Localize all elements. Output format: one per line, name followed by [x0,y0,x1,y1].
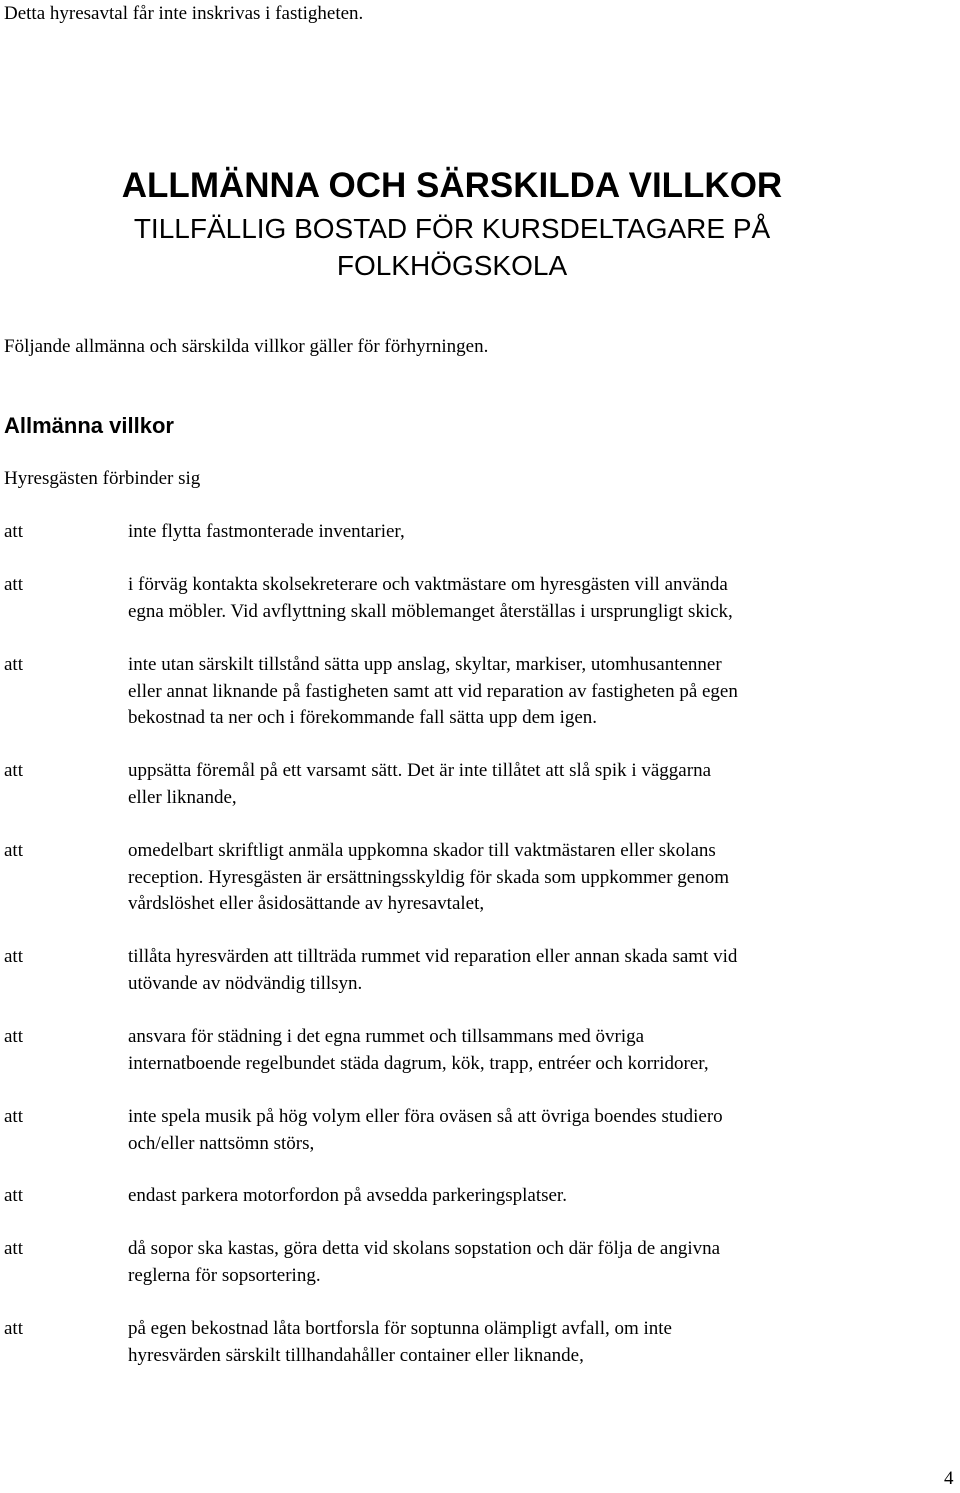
clause-line: på egen bekostnad låta bortforsla för soptunna olämpligt avfall, om inte [128,1318,672,1339]
page-number: 4 [944,1468,954,1489]
clause-line: egna möbler. Vid avflyttning skall möblemanget återställas i ursprungligt skick, [128,600,733,622]
clause-line: i förväg kontakta skolsekreterare och vaktmästare om hyresgästen vill använda [128,574,728,595]
clause-text [128,1316,888,1369]
document-subtitle [0,210,904,284]
clause-text [128,1024,888,1077]
clause-line: hyresvärden särskilt tillhandahåller container eller liknande, [128,1344,584,1366]
clause-line: utövande av nödvändig tillsyn. [128,972,363,994]
clause-line: omedelbart skriftligt anmäla uppkomna skador till vaktmästaren eller skolans [128,840,716,861]
document-title: ALLMÄNNA OCH SÄRSKILDA VILLKOR [121,166,783,205]
clause-marker: att [4,1026,23,1047]
clause-line: inte spela musik på hög volym eller föra oväsen så att övriga boendes studiero [128,1106,723,1127]
clause-text [128,838,888,918]
header-note: Detta hyresavtal får inte inskrivas i fastigheten. [4,3,364,24]
clause-line: reglerna för sopsortering. [128,1264,321,1286]
clause-text [128,944,888,997]
clause-text [128,758,888,811]
clause-line: ansvara för städning i det egna rummet och tillsammans med övriga [128,1026,645,1047]
clause-line: reception. Hyresgästen är ersättningsskyldig för skada som uppkommer genom [128,866,729,888]
clause-line: då sopor ska kastas, göra detta vid skolans sopstation och där följa de angivna [128,1238,721,1259]
subtitle-line-2: FOLKHÖGSKOLA [336,250,568,281]
clause-marker: att [4,1318,23,1339]
clause-line: internatboende regelbundet städa dagrum, kök, trapp, entréer och korridorer, [128,1052,709,1074]
clause-text [128,1183,888,1210]
clause-text [128,572,888,625]
intro-paragraph: Följande allmänna och särskilda villkor gäller för förhyrningen. [4,336,489,357]
lead-sentence: Hyresgästen förbinder sig [4,468,201,489]
clause-marker: att [4,654,23,675]
clause-line: bekostnad ta ner och i förekommande fall sätta upp dem igen. [128,707,598,728]
clause-marker: att [4,1238,23,1259]
clause-line: uppsätta föremål på ett varsamt sätt. Det är inte tillåtet att slå spik i väggarna [128,760,711,781]
clause-line: och/eller nattsömn störs, [128,1132,315,1154]
clause-line: eller liknande, [128,786,237,808]
clause-line: endast parkera motorfordon på avsedda parkeringsplatser. [128,1185,567,1206]
clause-line: tillåta hyresvärden att tillträda rummet vid reparation eller annan skada samt vid [128,946,738,967]
section-heading: Allmänna villkor [4,413,174,438]
clause-line: inte flytta fastmonterade inventarier, [128,521,405,542]
subtitle-line-1: TILLFÄLLIG BOSTAD FÖR KURSDELTAGARE PÅ [133,213,771,244]
clause-marker: att [4,1106,23,1127]
clause-line: vårdslöshet eller åsidosättande av hyresavtalet, [128,893,485,914]
clause-line: eller annat liknande på fastigheten samt att vid reparation av fastigheten på egen [128,680,738,702]
clause-text [128,1104,888,1157]
clause-marker: att [4,946,23,967]
clause-marker: att [4,521,23,542]
clause-text [128,652,888,732]
clause-marker: att [4,1185,23,1206]
clause-marker: att [4,840,23,861]
clause-marker: att [4,574,23,595]
clause-marker: att [4,760,23,781]
clause-text [128,519,888,546]
clause-line: inte utan särskilt tillstånd sätta upp anslag, skyltar, markiser, utomhusantenner [128,654,722,675]
clause-text [128,1236,888,1289]
